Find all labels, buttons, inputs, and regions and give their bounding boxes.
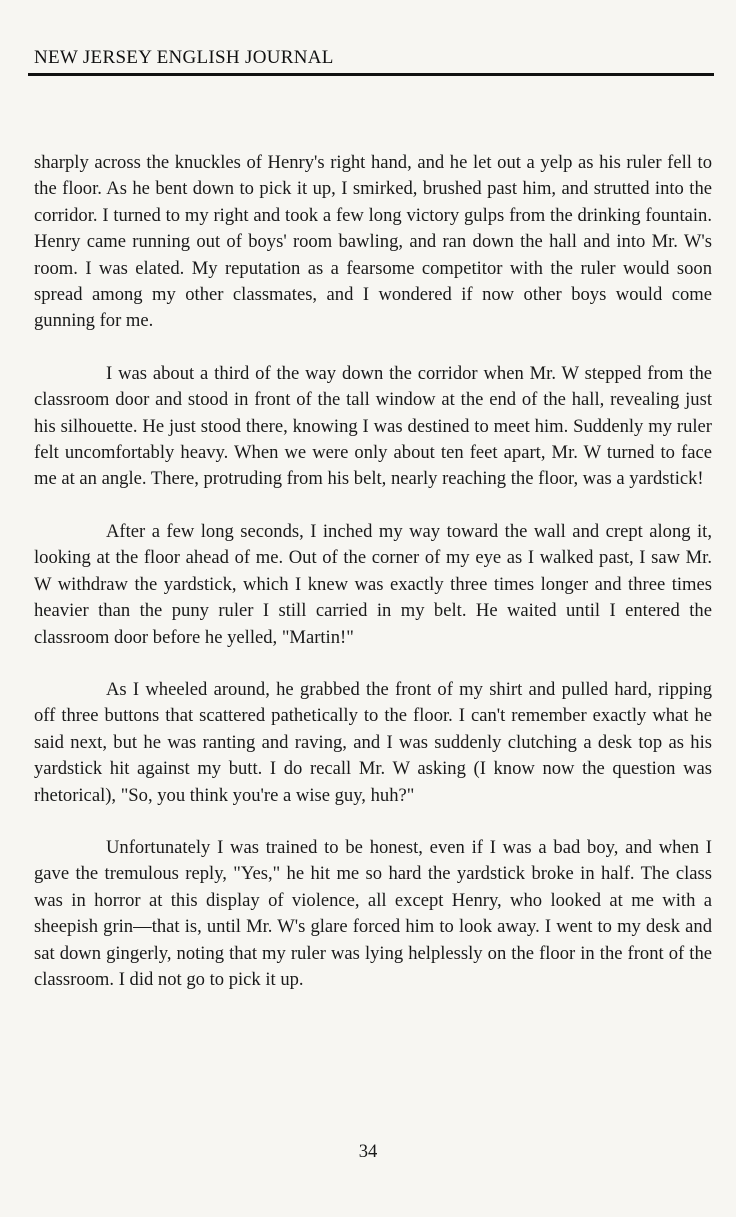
page-number: 34 xyxy=(358,1141,378,1162)
paragraph-1: sharply across the knuckles of Henry's right hand, and he let out a yelp as his ruler fell to the floor. As he bent down to pick it up, I smirked, brushed past him, and strutted into the corridor. I turned to my right and took a few long victory gulps from the drinking fountain. Henry came running out of boys' room bawling, and ran down the hall and into Mr. W's room. I was elated. My reputation as a fearsome competitor with the ruler would soon spread among my other classmates, and I wondered if now other boys would come gunning for me. xyxy=(34,152,712,332)
article-body xyxy=(34,150,712,1019)
journal-title: NEW JERSEY ENGLISH JOURNAL xyxy=(34,47,334,68)
paragraph-4: As I wheeled around, he grabbed the front of my shirt and pulled hard, ripping off three buttons that scattered pathetically to the floor. I can't remember exactly what he said next, but he was ranting and raving, and I was suddenly clutching a desk top as his yardstick hit against my butt. I do recall Mr. W asking (I know now the question was rhetorical), "So, you think you're a wise guy, huh?" xyxy=(34,678,712,806)
paragraph-5: Unfortunately I was trained to be honest, even if I was a bad boy, and when I gave the tremulous reply, "Yes," he hit me so hard the yardstick broke in half. The class was in horror at this display of violence, all except Henry, who looked at me with a sheepish grin—that is, until Mr. W's glare forced him to look away. I went to my desk and sat down gingerly, noting that my ruler was lying helplessly on the floor in the front of the classroom. I did not go to pick it up. xyxy=(34,836,712,990)
header-rule xyxy=(28,73,714,76)
paragraph-2: I was about a third of the way down the corridor when Mr. W stepped from the classroom door and stood in front of the tall window at the end of the hall, revealing just his silhouette. He just stood there, knowing I was destined to meet him. Suddenly my ruler felt uncomfortably heavy. When we were only about ten feet apart, Mr. W turned to face me at an angle. There, protruding from his belt, nearly reaching the floor, was a yardstick! xyxy=(34,362,712,490)
paragraph-3: After a few long seconds, I inched my way toward the wall and crept along it, looking at the floor ahead of me. Out of the corner of my eye as I walked past, I saw Mr. W withdraw the yardstick, which I knew was exactly three times longer and three times heavier than the puny ruler I still carried in my belt. He waited until I entered the classroom door before he yelled, "Martin!" xyxy=(34,520,712,648)
